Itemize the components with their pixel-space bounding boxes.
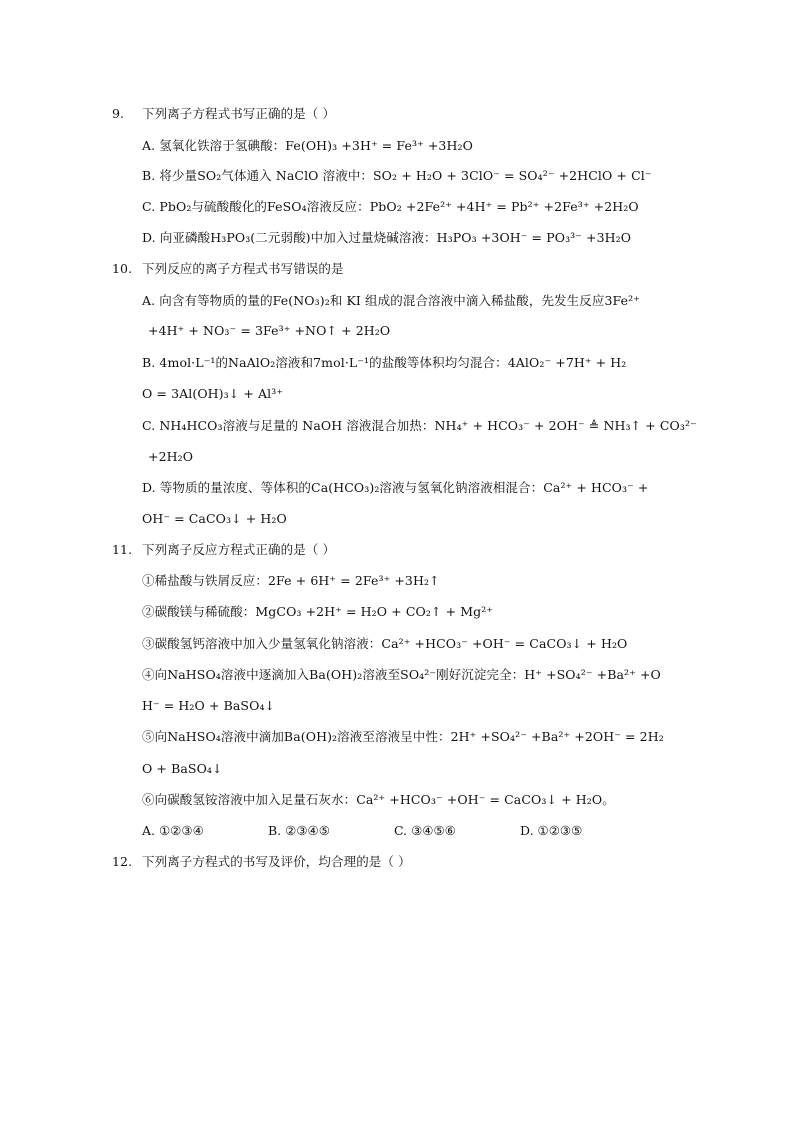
question-stem: 下列反应的离子方程式书写错误的是	[142, 261, 344, 276]
question-number: 12.	[112, 854, 133, 869]
question-9-option-b: B. 将少量SO₂气体通入 NaClO 溶液中：SO₂ + H₂O + 3ClO⁻ = SO₄²⁻ +2HClO + Cl⁻	[142, 168, 652, 183]
question-stem: 下列离子反应方程式正确的是（ ）	[142, 542, 336, 557]
question-10-option-c-continued: +2H₂O	[148, 449, 194, 464]
answer-choice-b: B. ②③④⑤	[268, 823, 330, 838]
question-11-answer-choices	[142, 823, 646, 839]
question-10-option-b-continued: O = 3Al(OH)₃↓ + Al³⁺	[142, 386, 284, 401]
answer-choice-c: C. ③④⑤⑥	[394, 823, 456, 838]
question-9-option-a: A. 氢氧化铁溶于氢碘酸：Fe(OH)₃ +3H⁺ = Fe³⁺ +3H₂O	[142, 138, 473, 153]
question-11-statement-4-continued: H⁻ = H₂O + BaSO₄↓	[142, 698, 276, 713]
question-11-statement-4: ④向NaHSO₄溶液中逐滴加入Ba(OH)₂溶液至SO₄²⁻刚好沉淀完全：H⁺ +SO₄²⁻ +Ba²⁺ +O	[142, 667, 661, 682]
question-10-option-c: C. NH₄HCO₃溶液与足量的 NaOH 溶液混合加热：NH₄⁺ + HCO₃⁻ + 2OH⁻ ≜ NH₃↑ + CO₃²⁻	[142, 418, 697, 433]
question-9-option-d: D. 向亚磷酸H₃PO₃(二元弱酸)中加入过量烧碱溶液：H₃PO₃ +3OH⁻ = PO₃³⁻ +3H₂O	[142, 230, 632, 245]
question-number: 9.	[112, 106, 125, 121]
question-11-statement-3: ③碳酸氢钙溶液中加入少量氢氧化钠溶液：Ca²⁺ +HCO₃⁻ +OH⁻ = CaCO₃↓ + H₂O	[142, 636, 628, 651]
question-number: 11.	[112, 542, 133, 557]
answer-choice-d: D. ①②③⑤	[520, 823, 583, 838]
question-10-option-a: A. 向含有等物质的量的Fe(NO₃)₂和 KI 组成的混合溶液中滴入稀盐酸，先发生反应3Fe²⁺	[142, 293, 640, 308]
question-10-option-a-continued: +4H⁺ + NO₃⁻ = 3Fe³⁺ +NO↑ + 2H₂O	[148, 323, 391, 338]
question-10-option-d: D. 等物质的量浓度、等体积的Ca(HCO₃)₂溶液与氢氧化钠溶液相混合：Ca²⁺ + HCO₃⁻ +	[142, 480, 649, 495]
question-number: 10.	[112, 261, 133, 276]
question-stem: 下列离子方程式书写正确的是（ ）	[142, 106, 336, 121]
question-stem: 下列离子方程式的书写及评价，均合理的是（ ）	[142, 854, 411, 869]
question-10-option-d-continued: OH⁻ = CaCO₃↓ + H₂O	[142, 511, 287, 526]
answer-choice-a: A. ①②③④	[142, 823, 204, 838]
question-11-statement-2: ②碳酸镁与稀硫酸：MgCO₃ +2H⁺ = H₂O + CO₂↑ + Mg²⁺	[142, 604, 494, 619]
question-11-statement-5: ⑤向NaHSO₄溶液中滴加Ba(OH)₂溶液至溶液呈中性：2H⁺ +SO₄²⁻ +Ba²⁺ +2OH⁻ = 2H₂	[142, 729, 664, 744]
question-10-option-b: B. 4mol·L⁻¹的NaAlO₂溶液和7mol·L⁻¹的盐酸等体积均匀混合：4AlO₂⁻ +7H⁺ + H₂	[142, 355, 627, 370]
question-11-statement-6: ⑥向碳酸氢铵溶液中加入足量石灰水：Ca²⁺ +HCO₃⁻ +OH⁻ = CaCO₃↓ + H₂O。	[142, 792, 615, 807]
question-9-option-c: C. PbO₂与硫酸酸化的FeSO₄溶液反应：PbO₂ +2Fe²⁺ +4H⁺ = Pb²⁺ +2Fe³⁺ +2H₂O	[142, 199, 639, 214]
question-11-statement-5-continued: O + BaSO₄↓	[142, 761, 223, 776]
question-11-statement-1: ①稀盐酸与铁屑反应：2Fe + 6H⁺ = 2Fe³⁺ +3H₂↑	[142, 573, 440, 588]
